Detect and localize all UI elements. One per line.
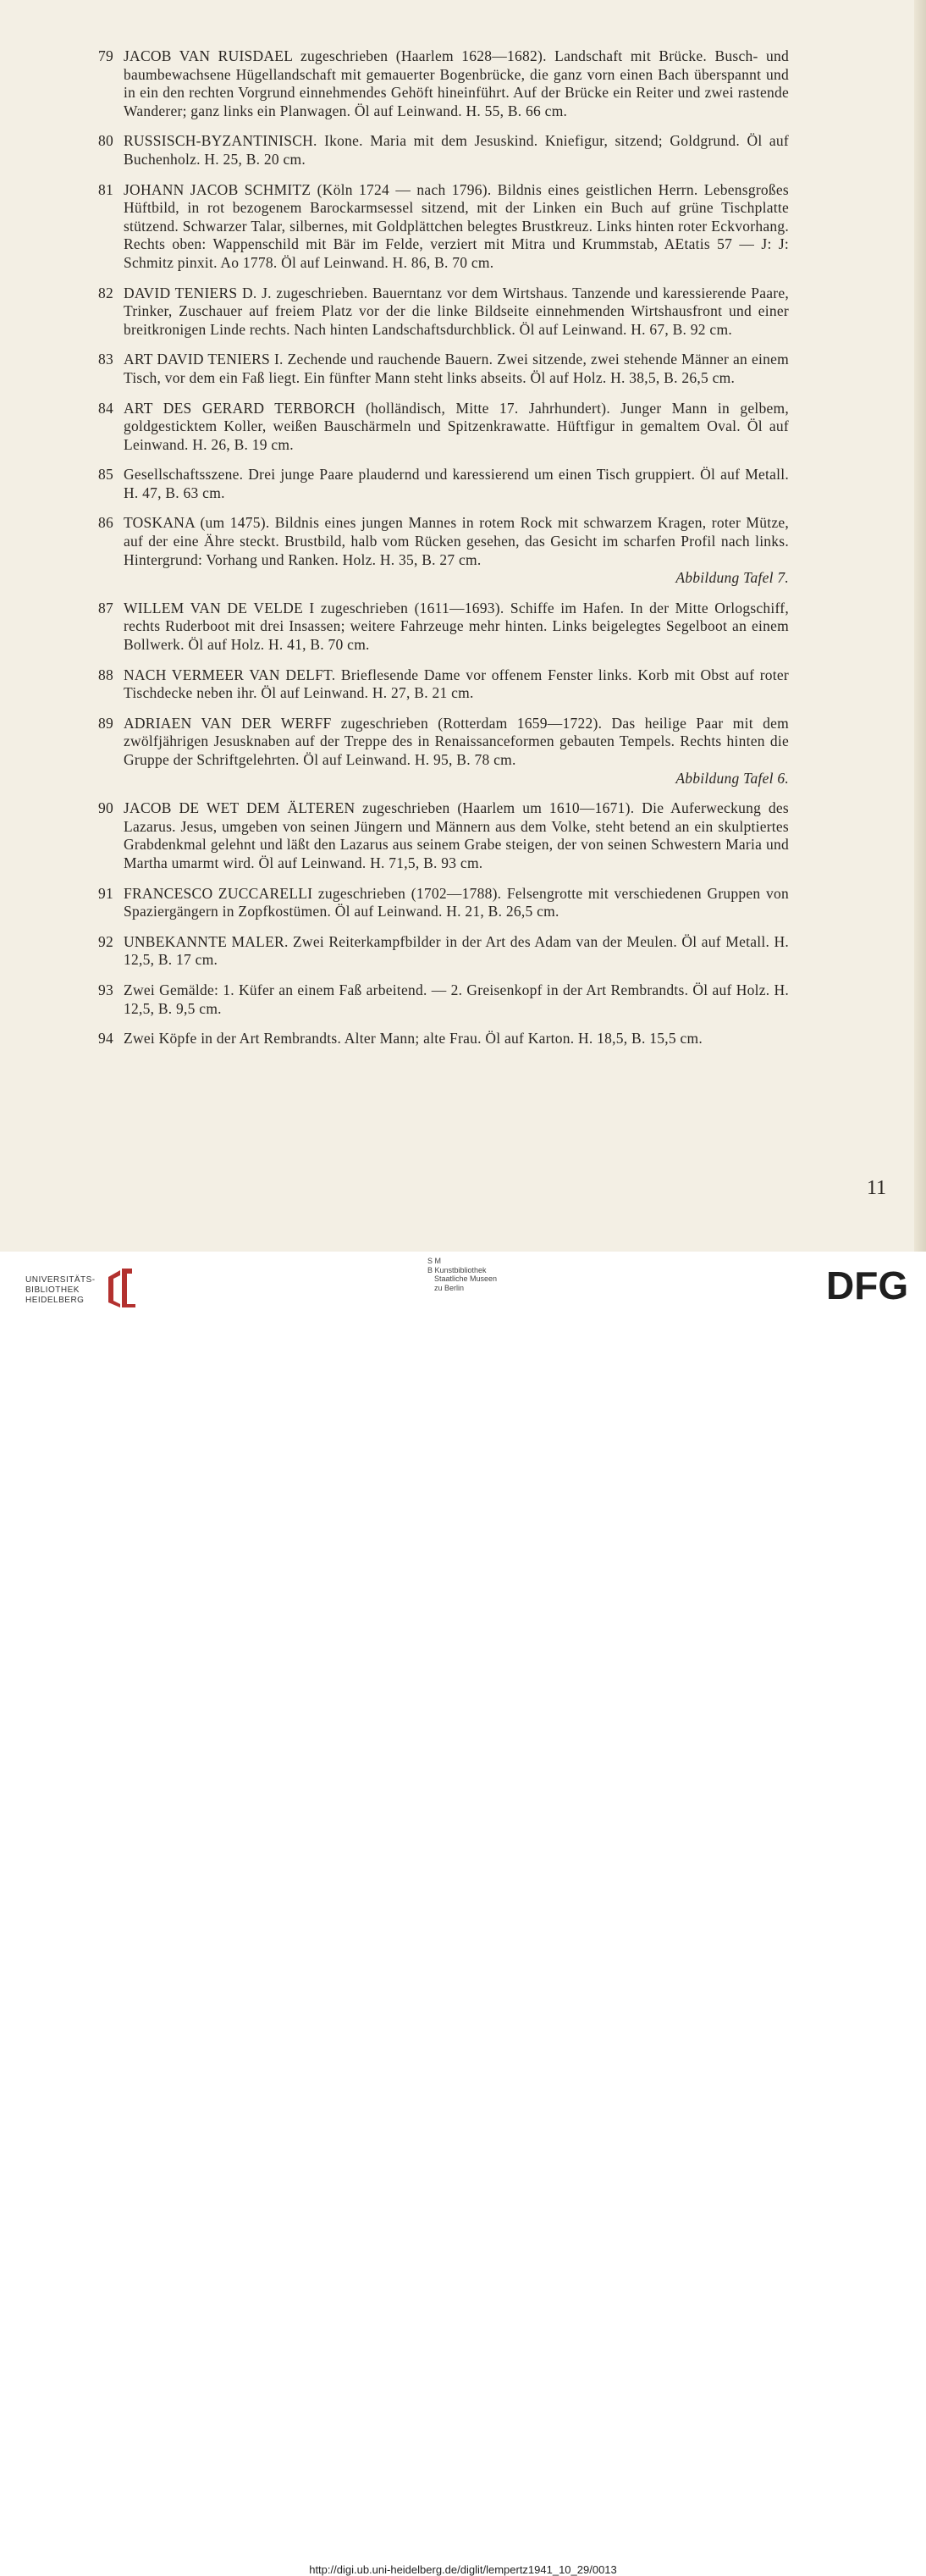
catalog-entry bbox=[98, 132, 789, 169]
entry-number: 90 bbox=[98, 799, 113, 817]
viewer-footer bbox=[0, 1252, 926, 2576]
entry-text: FRANCESCO ZUCCARELLI zugeschrieben (1702—1788). Felsengrotte mit verschiedenen Gruppen von Spaziergängern in Zopfkostümen. Öl auf Leinwand. H. 21, B. 26,5 cm. bbox=[124, 884, 789, 920]
entry-text: Gesellschaftsszene. Drei junge Paare plaudernd und karessierend um einen Tisch gruppiert. Öl auf Metall. H. 47, B. 63 cm. bbox=[124, 466, 789, 501]
entry-number: 79 bbox=[98, 47, 113, 64]
catalog-entry bbox=[98, 885, 789, 921]
catalog-entry bbox=[98, 400, 789, 455]
entry-text: ART DES GERARD TERBORCH (holländisch, Mitte 17. Jahrhundert). Junger Mann in gelbem, goldgesticktem Koller, weißen Bauschärmeln und Spitzenkrawatte. Hüftfigur in gemaltem Oval. Öl auf Leinwand. H. 26, B. 19 cm. bbox=[124, 399, 789, 453]
entry-text: NACH VERMEER VAN DELFT. Brieflesende Dame vor offenem Fenster links. Korb mit Obst auf roter Tischdecke neben ihr. Öl auf Leinwand. H. 27, B. 21 cm. bbox=[124, 666, 789, 702]
library-stamp bbox=[427, 1257, 546, 1292]
permalink-url[interactable]: http://digi.ub.uni-heidelberg.de/diglit/lempertz1941_10_29/0013 bbox=[309, 2563, 617, 2576]
entry-number: 80 bbox=[98, 132, 113, 150]
catalog-entry bbox=[98, 351, 789, 387]
entry-text: JACOB VAN RUISDAEL zugeschrieben (Haarlem 1628—1682). Landschaft mit Brücke. Busch- und baumbewachsene Hügellandschaft mit gemauerter Bogenbrücke, die ganz vorn einen Bach überspannt und in ein den rechten Vorgrund einnehmendes Gehöft hineinführt. Auf der Brücke ein Reiter und zwei rastende Wanderer; ganz links ein Planwagen. Öl auf Leinwand. H. 55, B. 66 cm. bbox=[124, 47, 789, 119]
entry-text: TOSKANA (um 1475). Bildnis eines jungen Mannes in rotem Rock mit schwarzem Kragen, roter Mütze, auf der eine Ähre steckt. Brustbild, halb vom Rücken gesehen, das Gesicht im scharfen Profil nach links. Hintergrund: Vorhang und Ranken. Holz. H. 35, B. 27 cm. bbox=[124, 514, 789, 568]
catalog-entry bbox=[98, 285, 789, 340]
entry-number: 81 bbox=[98, 180, 113, 198]
catalog-entry bbox=[98, 933, 789, 970]
entry-number: 85 bbox=[98, 466, 113, 484]
university-name-line: HEIDELBERG bbox=[25, 1296, 85, 1305]
university-name-line: UNIVERSITÄTS- bbox=[25, 1275, 96, 1285]
entry-text: JOHANN JACOB SCHMITZ (Köln 1724 — nach 1796). Bildnis eines geistlichen Herrn. Lebensgroßes Hüftbild, in rot bezogenem Barockarmsessel sitzend, mit der Linken ein Buch auf grüne Tischplatte stützend. Schwarzer Talar, silbernes, mit Goldplättchen belegtes Brustkreuz. Links hinten roter Eckvorhang. Rechts oben: Wappenschild mit Bär im Felde, verziert mit Mitra und Krummstab, AEtatis 57 — J: J: Schmitz pinxit. Ao 1778. Öl auf Leinwand. H. 86, B. 70 cm. bbox=[124, 180, 789, 271]
catalog-entry bbox=[98, 666, 789, 703]
library-stamp-line: B Kunstbibliothek bbox=[427, 1265, 487, 1274]
entry-text: JACOB DE WET DEM ÄLTEREN zugeschrieben (Haarlem um 1610—1671). Die Auferweckung des Lazarus. Jesus, umgeben von seinen Jüngern und Männern aus dem Volke, steht betend an ein skulptiertes Grabdenkmal gelehnt und läßt den Lazarus aus seinem Grabe steigen, der von seinen Schwestern Maria und Martha umarmt wird. Öl auf Leinwand. H. 71,5, B. 93 cm. bbox=[124, 799, 789, 871]
entry-text: ADRIAEN VAN DER WERFF zugeschrieben (Rotterdam 1659—1722). Das heilige Paar mit dem zwölfjährigen Jesusknaben auf der Treppe des in Renaissanceformen gebauten Tempels. Rechts hinten die Gruppe der Schriftgelehrten. Öl auf Leinwand. H. 95, B. 78 cm. bbox=[124, 714, 789, 768]
catalog-entry bbox=[98, 47, 789, 120]
entry-text: Zwei Köpfe in der Art Rembrandts. Alter Mann; alte Frau. Öl auf Karton. H. 18,5, B. 15,5 cm. bbox=[124, 1030, 703, 1048]
entry-number: 86 bbox=[98, 514, 113, 532]
entry-number: 91 bbox=[98, 884, 113, 902]
entry-number: 93 bbox=[98, 981, 113, 998]
entry-number: 89 bbox=[98, 714, 113, 732]
dfg-logo-text: DFG bbox=[826, 1263, 909, 1304]
catalog-entry bbox=[98, 600, 789, 655]
catalog-entry bbox=[98, 799, 789, 872]
university-emblem-icon bbox=[103, 1267, 137, 1309]
university-library-logo[interactable] bbox=[25, 1263, 144, 1314]
catalog-entry bbox=[98, 181, 789, 273]
entry-number: 87 bbox=[98, 599, 113, 616]
catalog-entry bbox=[98, 715, 789, 788]
entry-text: RUSSISCH-BYZANTINISCH. Ikone. Maria mit dem Jesuskind. Kniefigur, sitzend; Goldgrund. Öl auf Buchenholz. H. 25, B. 20 cm. bbox=[124, 132, 789, 168]
entry-text: DAVID TENIERS D. J. zugeschrieben. Bauerntanz vor dem Wirtshaus. Tanzende und karessierende Paare, Trinker, Zuschauer auf freiem Platz vor der die linke Bildseite einnehmenden Wirtshausfront und einer breitkronigen Linde rechts. Nach hinten Landschaftsdurchblick. Öl auf Leinwand. H. 67, B. 92 cm. bbox=[124, 284, 789, 338]
library-stamp-line: Staatliche Museen bbox=[434, 1274, 498, 1283]
entry-text: Zwei Gemälde: 1. Küfer an einem Faß arbeitend. — 2. Greisenkopf in der Art Rembrandts. Öl auf Holz. H. 12,5, B. 9,5 cm. bbox=[124, 981, 789, 1017]
plate-reference: Abbildung Tafel 7. bbox=[675, 569, 789, 587]
dfg-logo[interactable] bbox=[826, 1263, 914, 1304]
catalog-entry bbox=[98, 514, 789, 587]
catalog-entries bbox=[98, 47, 789, 1060]
entry-number: 94 bbox=[98, 1030, 113, 1048]
entry-number: 83 bbox=[98, 351, 113, 368]
catalog-entry bbox=[98, 466, 789, 502]
scan-edge bbox=[914, 0, 926, 1252]
plate-reference: Abbildung Tafel 6. bbox=[675, 769, 789, 787]
entry-text: WILLEM VAN DE VELDE I zugeschrieben (1611—1693). Schiffe im Hafen. In der Mitte Orlogschiff, rechts Ruderboot mit drei Insassen; weitere Fahrzeuge mehr hinten. Links beigelegtes Segelboot an einem Bollwerk. Öl auf Holz. H. 41, B. 70 cm. bbox=[124, 599, 789, 654]
catalog-page bbox=[0, 0, 926, 1252]
entry-number: 88 bbox=[98, 666, 113, 683]
university-library-name bbox=[25, 1275, 96, 1306]
entry-text: ART DAVID TENIERS I. Zechende und rauchende Bauern. Zwei sitzende, zwei stehende Männer an einem Tisch, vor dem ein Faß liegt. Ein fünfter Mann steht links abseits. Öl auf Holz. H. 38,5, B. 26,5 cm. bbox=[124, 351, 789, 386]
entry-number: 82 bbox=[98, 284, 113, 301]
university-name-line: BIBLIOTHEK bbox=[25, 1285, 80, 1295]
library-stamp-line: S M bbox=[427, 1257, 442, 1265]
entry-number: 84 bbox=[98, 399, 113, 417]
page-number: 11 bbox=[867, 1177, 887, 1199]
entry-text: UNBEKANNTE MALER. Zwei Reiterkampfbilder in der Art des Adam van der Meulen. Öl auf Metall. H. 12,5, B. 17 cm. bbox=[124, 932, 789, 969]
catalog-entry bbox=[98, 981, 789, 1018]
catalog-entry bbox=[98, 1030, 789, 1048]
library-stamp-line: zu Berlin bbox=[434, 1283, 465, 1292]
entry-number: 92 bbox=[98, 932, 113, 950]
